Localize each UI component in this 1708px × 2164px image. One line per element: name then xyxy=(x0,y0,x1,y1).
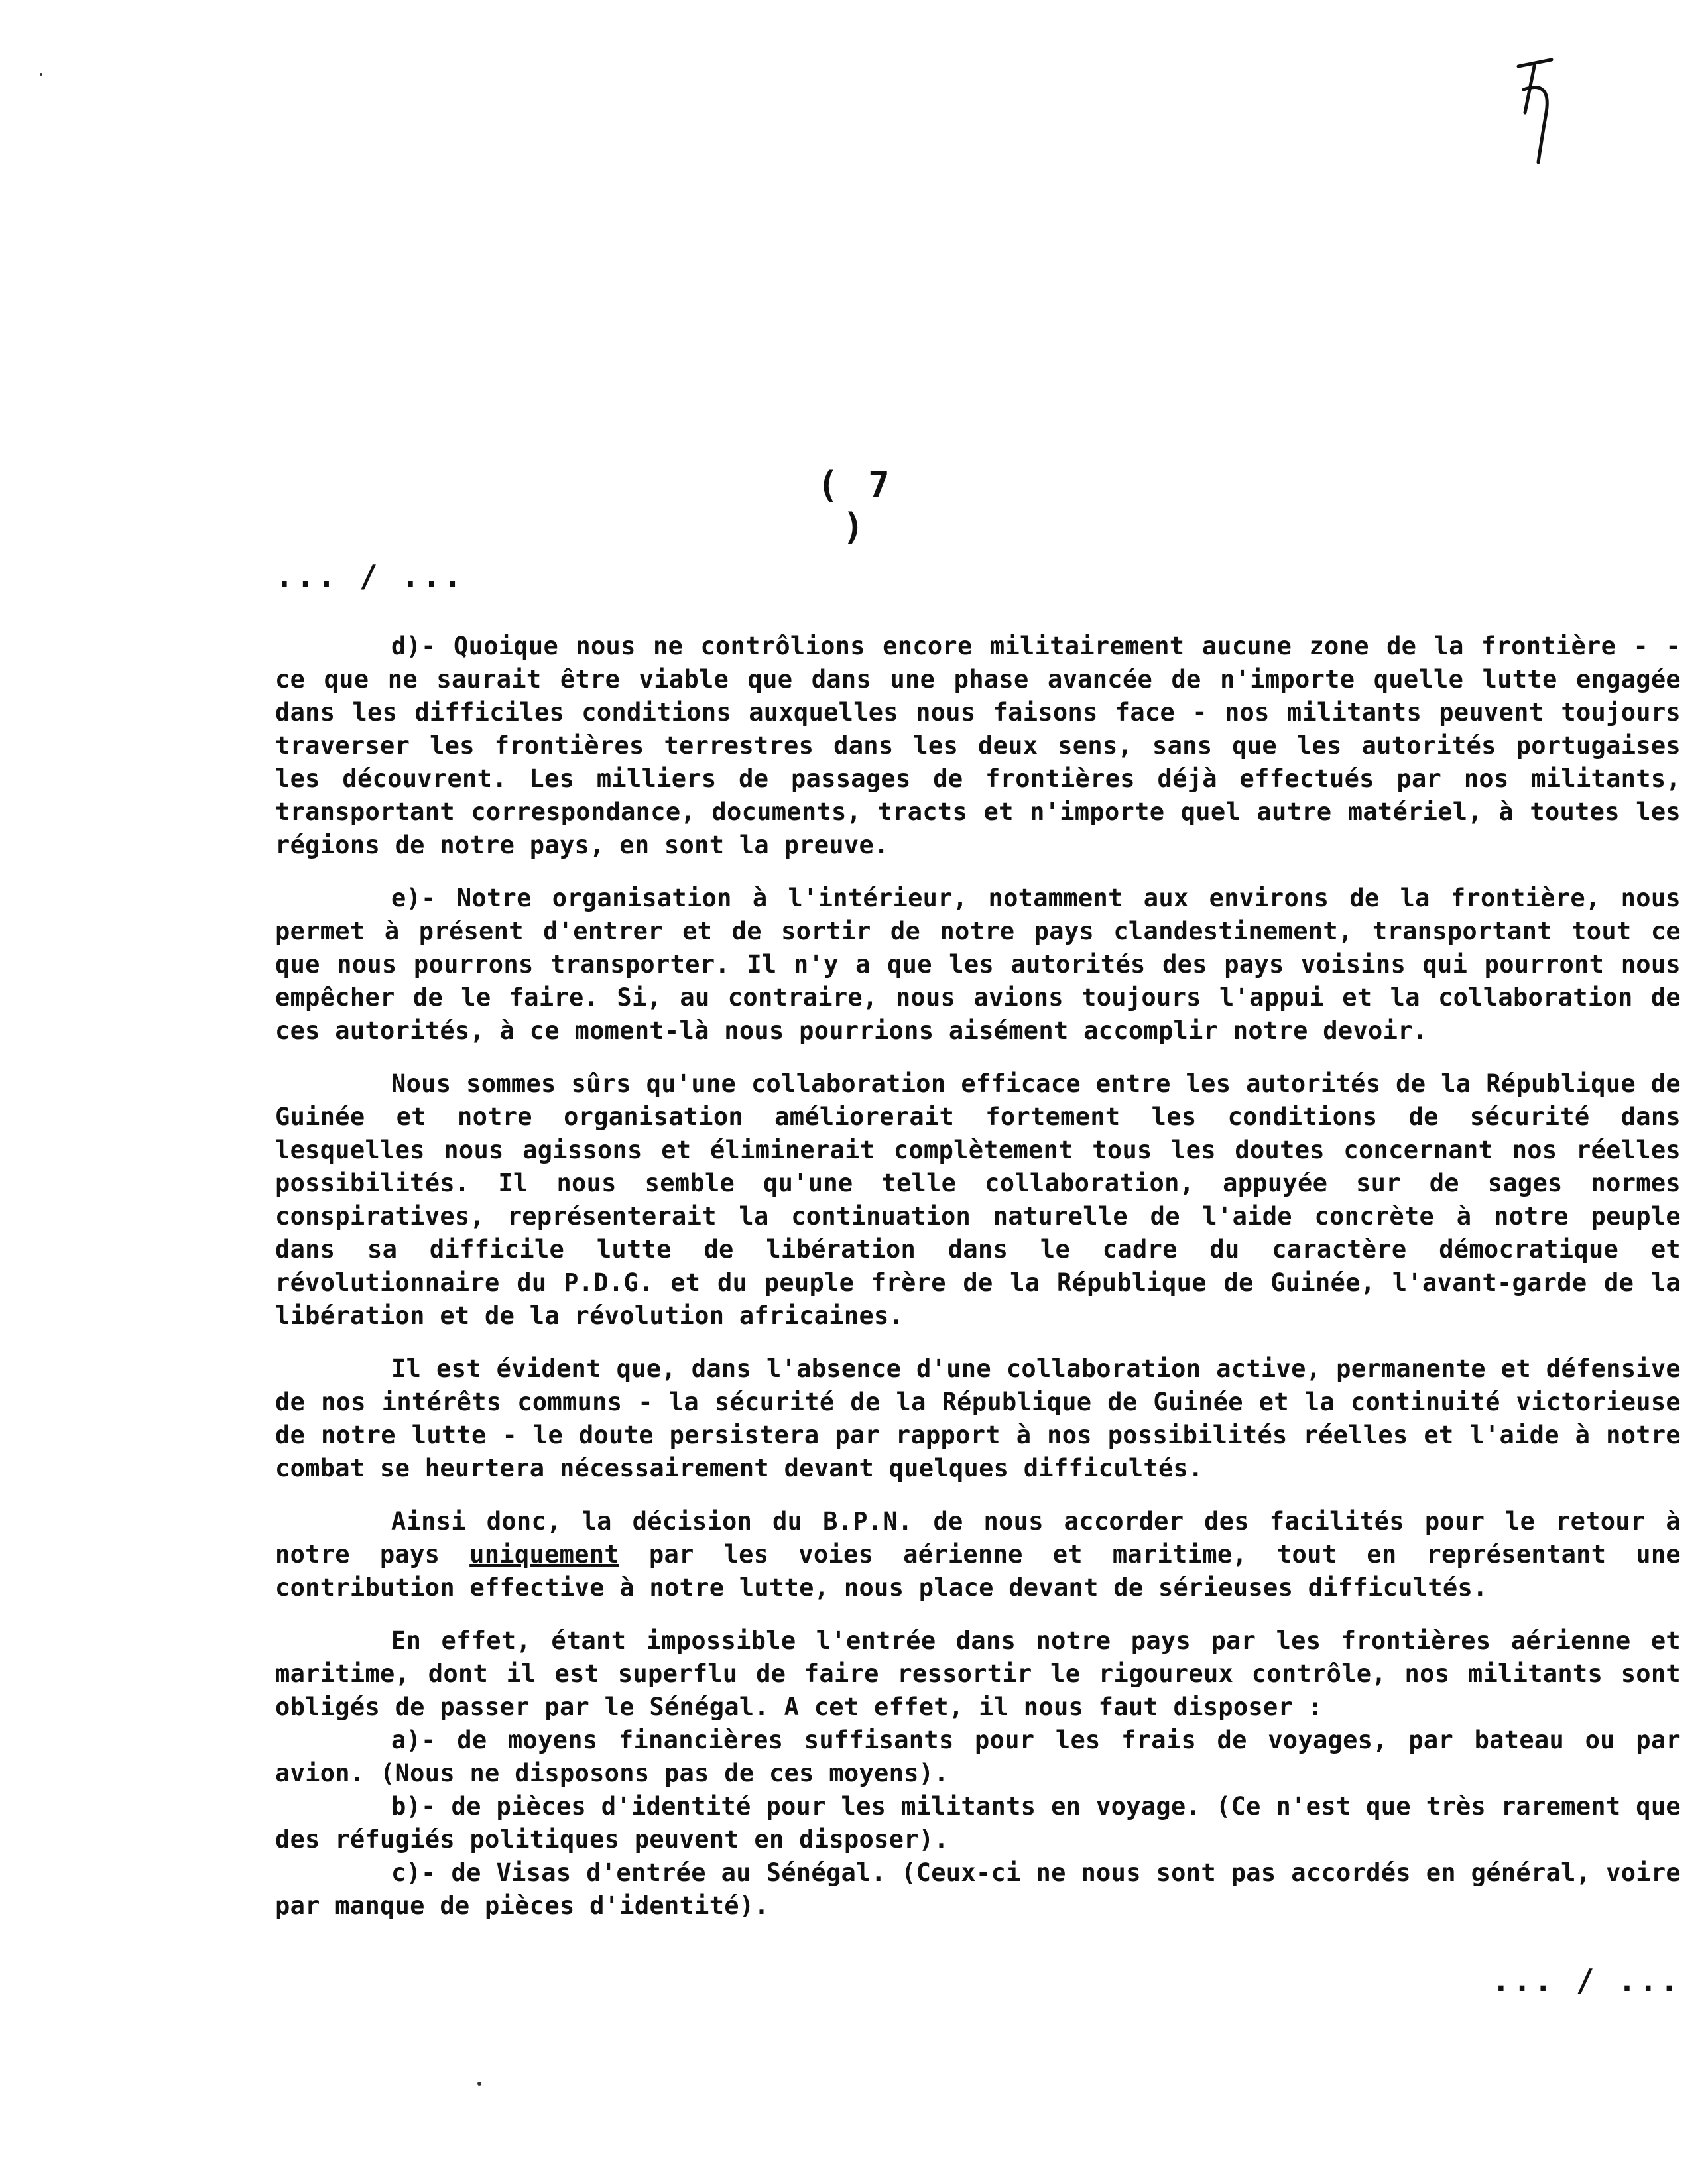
continuation-mark-top: ... / ... xyxy=(275,558,465,594)
paragraph-evidence: Il est évident que, dans l'absence d'une collaboration active, permanente et défensive de nos intérêts communs - la sécurité de la République de Guinée et la continuité victorieuse de notre lutte - le doute persistera par rapport à nos possibilités réelles et l'aide à notre combat se heurtera nécessairement devant quelques difficultés. xyxy=(275,1354,1681,1482)
paragraph-d: d)- Quoique nous ne contrôlions encore militairement aucune zone de la frontière - - ce que ne saurait être viable que dans une phase avancée de n'importe quelle lutte engagée dans les difficiles conditions auxquelles nous faisons face - nos militants peuvent toujours traverser les frontières terrestres dans les deux sens, sans que les autorités portugaises les découvrent. Les milliers de passages de frontières déjà effectués par nos militants, transportant correspondance, documents, tracts et n'importe quel autre matériel, à toutes les régions de notre pays, en sont la preuve. xyxy=(275,632,1681,859)
handwritten-mark xyxy=(1505,53,1565,166)
paragraph-bpn-text-before: Ainsi donc, la décision du B.P.N. de nous accorder des facilités pour le retour à notre pays xyxy=(275,1507,1681,1569)
paragraph-bpn-text-after: par les voies aérienne et maritime, tout en représentant une contribution effective à notre lutte, nous place devant de sérieuses difficultés. xyxy=(275,1540,1681,1602)
page-number: ( 7 ) xyxy=(817,464,894,548)
paragraph-senegal: En effet, étant impossible l'entrée dans notre pays par les frontières aérienne et maritime, dont il est superflu de faire ressortir le rigoureux contrôle, nos militants sont obligés de passer par le Sénégal. A cet effet, il nous faut disposer : xyxy=(275,1626,1681,1721)
paper-speck xyxy=(477,2082,481,2086)
list-item-b: b)- de pièces d'identité pour les militants en voyage. (Ce n'est que très rarement que des réfugiés politiques peuvent en disposer). xyxy=(275,1792,1681,1854)
letter-body xyxy=(275,630,1681,1923)
paragraph-collaboration: Nous sommes sûrs qu'une collaboration efficace entre les autorités de la République de Guinée et notre organisation améliorerait fortement les conditions de sécurité dans lesquelles nous agissons et éliminerait complètement tous les doutes concernant nos réelles possibilités. Il nous semble qu'une telle collaboration, appuyée sur de sages normes conspiratives, représenterait la continuation naturelle de l'aide concrète à notre peuple dans sa difficile lutte de libération dans le cadre du caractère démocratique et révolutionnaire du P.D.G. et du peuple frère de la République de Guinée, l'avant-garde de la libération et de la révolution africaines. xyxy=(275,1069,1681,1330)
underlined-word: uniquement xyxy=(469,1540,619,1569)
paragraph-bpn-decision xyxy=(275,1505,1681,1604)
paragraph-e: e)- Notre organisation à l'intérieur, notamment aux environs de la frontière, nous permet à présent d'entrer et de sortir de notre pays clandestinement, transportant tout ce que nous pourrons transporter. Il n'y a que les autorités des pays voisins qui pourront nous empêcher de le faire. Si, au contraire, nous avions toujours l'appui et la collaboration de ces autorités, à ce moment-là nous pourrions aisément accomplir notre devoir. xyxy=(275,884,1681,1045)
list-item-c: c)- de Visas d'entrée au Sénégal. (Ceux-ci ne nous sont pas accordés en général, voire par manque de pièces d'identité). xyxy=(275,1858,1681,1920)
paper-speck xyxy=(40,73,42,76)
continuation-mark-bottom: ... / ... xyxy=(1492,1962,1681,1998)
list-item-a: a)- de moyens financières suffisants pour les frais de voyages, par bateau ou par avion. (Nous ne disposons pas de ces moyens). xyxy=(275,1726,1681,1787)
